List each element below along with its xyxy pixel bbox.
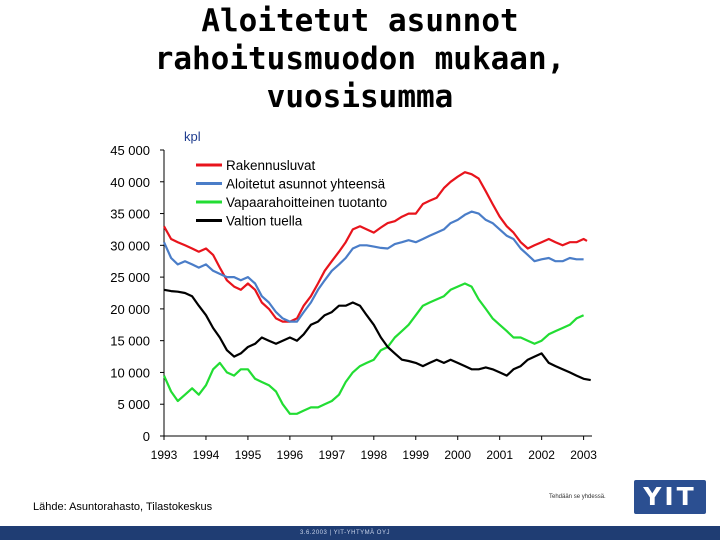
legend-label-2: Aloitetut asunnot yhteensä [226,176,386,192]
logo-text: YIT [643,482,697,511]
chart-title-line-2: rahoitusmuodon mukaan, [154,41,566,77]
x-tick-label: 1995 [234,448,262,462]
y-tick-label: 5 000 [117,397,150,413]
x-tick-label: 2001 [486,448,514,462]
x-tick-label: 1999 [402,448,430,462]
y-tick-label: 20 000 [110,301,150,317]
series-line-4 [164,290,591,380]
chart-title-line-3: vuosisumma [266,79,454,115]
tagline: Tehdään se yhdessä. [549,494,606,500]
x-tick-label: 1994 [192,448,220,462]
y-tick-label: 30 000 [110,238,150,254]
x-tick-label: 1998 [360,448,388,462]
y-tick-label: 0 [142,429,150,444]
yit-logo [634,480,706,514]
x-tick-label: 1993 [150,448,178,462]
x-tick-label: 2000 [444,448,472,462]
legend-label-4: Valtion tuella [226,213,303,229]
x-tick-label: 1996 [276,448,304,462]
x-tick-label: 2002 [528,448,555,462]
bottom-bar-text: 3.6.2003 | YIT-YHTYMÄ OYJ [300,530,390,536]
chart-title-line-1: Aloitetut asunnot [201,3,519,39]
legend-label-3: Vapaarahoitteinen tuotanto [226,195,388,210]
x-tick-label: 1997 [318,448,346,462]
y-tick-label: 35 000 [110,206,150,222]
y-tick-label: 15 000 [110,333,150,349]
y-tick-label: 10 000 [110,365,150,381]
y-tick-label: 40 000 [110,174,150,190]
y-tick-label: 45 000 [110,143,150,158]
y-tick-label: 25 000 [110,270,150,286]
bottom-bar [0,526,720,540]
source-note: Lähde: Asuntorahasto, Tilastokeskus [33,501,213,513]
y-axis-label: kpl [184,129,201,144]
legend-label-1: Rakennusluvat [226,158,316,173]
x-tick-label: 2003 [570,448,597,462]
